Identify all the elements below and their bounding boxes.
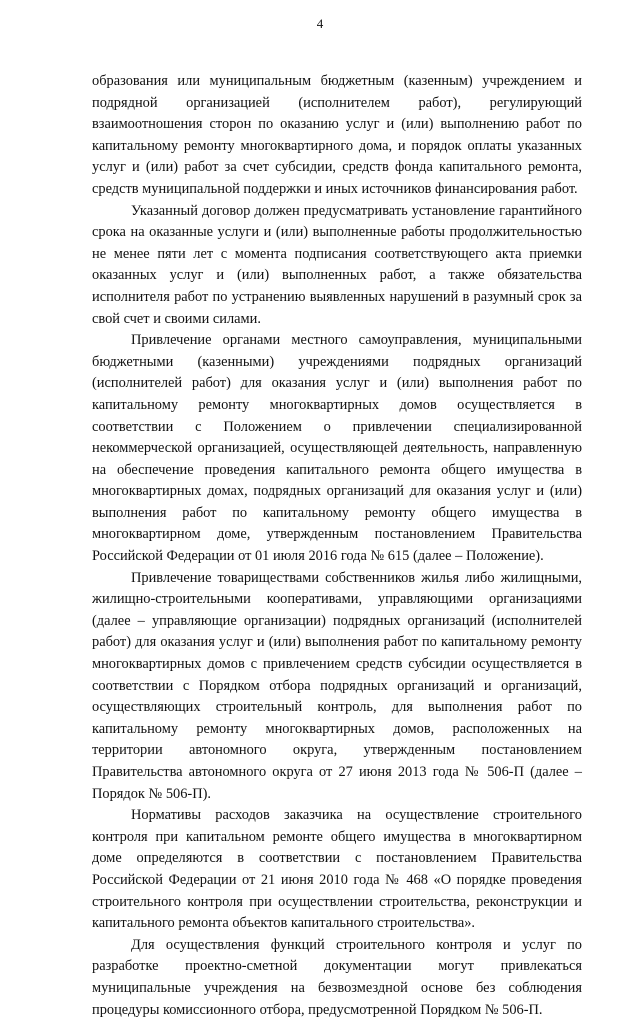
paragraph: Нормативы расходов заказчика на осуществление строительного контроля при капитальном ремонте общего имущества в многоквартирном доме определяются в соответствии с постановлением Правительства Российской Федерации от 21 июня 2010 года № 468 «О порядке проведения строительного контроля при осуществлении строительства, реконструкции и капитального ремонта объектов капитального строительства». [92,807,582,932]
paragraph: Привлечение органами местного самоуправления, муниципальными бюджетными (казенными) учреждениями подрядных организаций (исполнителей работ) для оказания услуг и (или) выполнения работ по капитальному ремонту многоквартирных домов осуществляется в соответствии с Положением о привлечении специализированной некоммерческой организацией, осуществляющей деятельность, направленную на обеспечение проведения капитального ремонта общего имущества в многоквартирных домах, подрядных организаций для оказания услуг и (или) выполнения работ по капитальному ремонту общего имущества в многоквартирном доме, утвержденным постановлением Правительства Российской Федерации от 01 июля 2016 года № 615 (далее – Положение). [92,332,582,565]
paragraph: образования или муниципальным бюджетным (казенным) учреждением и подрядной организацией (исполнителем работ), регулирующий взаимоотношения сторон по оказанию услуг и (или) выполнению работ по капитальному ремонту многоквартирного дома, и порядок оплаты указанных услуг и (или) работ за счет субсидии, средств фонда капитального ремонта, средств муниципальной поддержки и иных источников финансирования работ. [92,73,582,197]
document-body [92,71,582,1021]
paragraph: Привлечение товариществами собственников жилья либо жилищными, жилищно-строительными кооперативами, управляющими организациями (далее – управляющие организации) подрядных организаций (исполнителей работ) для оказания услуг и (или) выполнения работ по капитальному ремонту многоквартирных домов с привлечением средств субсидии осуществляется в соответствии с Порядком отбора подрядных организаций и организаций, осуществляющих строительный контроль, для выполнения работ по капитальному ремонту многоквартирных домов, расположенных на территории автономного округа, утвержденным постановлением Правительства автономного округа от 27 июня 2013 года № 506-П (далее – Порядок № 506-П). [92,569,582,802]
paragraph: Для осуществления функций строительного контроля и услуг по разработке проектно-сметной документации могут привлекаться муниципальные учреждения на безвозмездной основе без соблюдения процедуры комиссионного отбора, предусмотренной Порядком № 506-П. [92,936,582,1018]
paragraph: Указанный договор должен предусматривать установление гарантийного срока на оказанные услуги и (или) выполненные работы продолжительностью не менее пяти лет с момента подписания соответствующего акта приемки оказанных услуг и (или) выполненных работ, а также обязательства исполнителя работ по устранению выявленных нарушений в разумный срок за свой счет и своими силами. [92,202,582,327]
page-number: 4 [316,16,324,31]
